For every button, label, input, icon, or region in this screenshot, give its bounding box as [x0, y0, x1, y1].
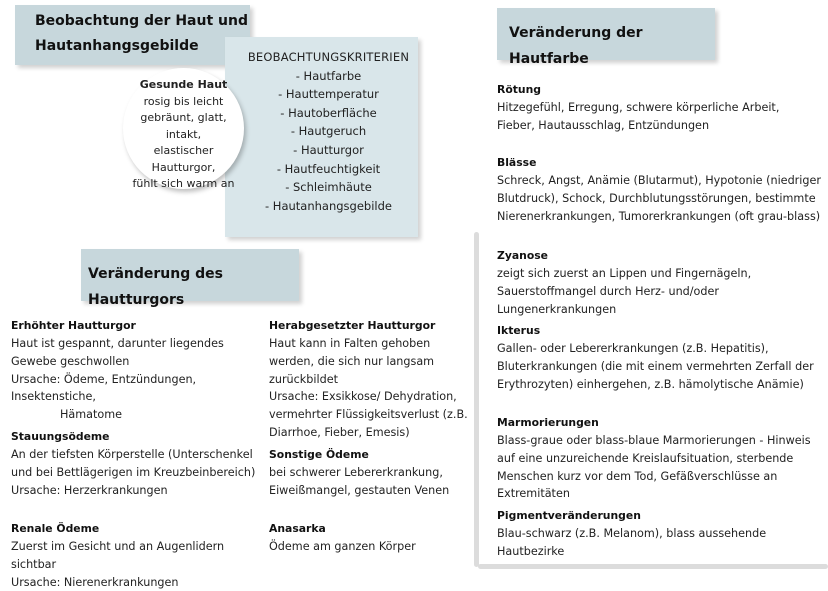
section-text: Ursache: Exsikkose/ Dehydration, vermehrter Flüssigkeitsverlust (z.B. Diarrhoe, Fieber, Emesis): [269, 390, 468, 439]
section-title: Sonstige Ödeme: [269, 448, 369, 461]
section-title: Stauungsödeme: [11, 430, 110, 443]
criteria-title: BEOBACHTUNGSKRITERIEN: [247, 50, 410, 64]
section-text: bei schwerer Lebererkrankung, Eiweißmangel, gestauten Venen: [269, 466, 450, 497]
section-title: Ikterus: [497, 324, 541, 337]
section-text: zeigt sich zuerst an Lippen und Fingernägeln, Sauerstoffmangel durch Herz- und/oder Lungenerkrankungen: [497, 267, 752, 316]
section-title: Rötung: [497, 83, 541, 96]
section-text: Ursache: Ödeme, Entzündungen, Insektenstiche,: [11, 372, 197, 404]
criteria-item: - Hautfeuchtigkeit: [276, 161, 381, 176]
section-pigment: [497, 507, 822, 561]
section-herabgesetzt: [269, 317, 474, 442]
section-title: Erhöhter Hautturgor: [11, 319, 136, 332]
section-sonstige: [269, 446, 474, 500]
section-text: Schreck, Angst, Anämie (Blutarmut), Hypotonie (niedriger Blutdruck), Schock, Durchblutungsstörungen, bestimmte Nierenerkrankungen, Tumorerkrankungen (oft grau-blass): [497, 174, 821, 223]
healthy-skin-line: rosig bis leicht: [143, 94, 224, 108]
criteria-item: - Hautturgor: [293, 142, 364, 157]
criteria-note: [225, 37, 418, 237]
section-text: Haut kann in Falten gehoben werden, die sich nur langsam zurückbildet: [269, 337, 435, 386]
section-erhoeht: [11, 317, 261, 424]
section-text: Hämatome: [60, 408, 123, 422]
criteria-item: - Hautgeruch: [290, 124, 367, 139]
section-title: Pigmentveränderungen: [497, 509, 641, 522]
healthy-skin-title: Gesunde Haut: [139, 78, 228, 91]
section-text: Gallen- oder Lebererkrankungen (z.B. Hepatitis), Bluterkrankungen (die mit einem vermehrten Zerfall der Erythrozyten) einhergehen, z.B. hämolytische Anämie): [497, 342, 814, 391]
section-title: Renale Ödeme: [11, 522, 100, 535]
horizontal-divider: [478, 564, 828, 569]
section-text: Ursache: Herzerkrankungen: [11, 483, 168, 497]
criteria-item: - Hautoberfläche: [280, 105, 377, 120]
criteria-item: - Hautanhangsgebilde: [265, 198, 392, 213]
section-title: Marmorierungen: [497, 416, 599, 429]
main-title-box: [15, 5, 250, 65]
section-title: Herabgesetzter Hautturgor: [269, 319, 436, 332]
criteria-item: - Hauttemperatur: [278, 87, 379, 102]
section-title: Blässe: [497, 156, 537, 169]
healthy-skin-circle: [123, 68, 244, 189]
section-text: Blau-schwarz (z.B. Melanom), blass aussehende Hautbezirke: [497, 527, 767, 558]
section-stauung: [11, 428, 261, 499]
criteria-list: [239, 67, 418, 216]
main-title-line1: Beobachtung der Haut und: [35, 13, 248, 29]
main-title-line2: Hautanhangsgebilde: [35, 38, 199, 54]
section-text: An der tiefsten Körperstelle (Unterschenkel und bei Bettlägerigen im Kreuzbeinbereich): [11, 448, 256, 479]
section-text: Hitzegefühl, Erregung, schwere körperliche Arbeit, Fieber, Hautausschlag, Entzündungen: [497, 101, 780, 132]
section-title: Zyanose: [497, 249, 549, 262]
section-text: Ursache: Nierenerkrankungen: [11, 575, 179, 589]
section-text: Ödeme am ganzen Körper: [269, 540, 416, 553]
skin-color-header: Veränderung der Hautfarbe: [497, 8, 715, 60]
section-blaesse: [497, 154, 822, 225]
section-ikterus: [497, 322, 817, 393]
section-marmorierungen: [497, 414, 822, 503]
section-title: Anasarka: [269, 522, 326, 535]
criteria-item: - Schleimhäute: [285, 180, 372, 195]
vertical-divider: [474, 232, 479, 567]
criteria-item: - Hautfarbe: [295, 68, 362, 83]
section-text: Blass-graue oder blass-blaue Marmorierungen - Hinweis auf eine unzureichende Kreislaufsituation, sterbende Menschen kurz vor dem Tod, Gefäßverschlüsse an Extremitäten: [497, 434, 811, 501]
healthy-skin-line: fühlt sich warm an: [132, 177, 235, 190]
healthy-skin-line: elastischer Hautturgor,: [151, 144, 216, 174]
section-text: Haut ist gespannt, darunter liegendes Gewebe geschwollen: [11, 337, 224, 368]
section-roetung: [497, 81, 817, 135]
section-text: Zuerst im Gesicht und an Augenlidern sichtbar: [11, 540, 225, 571]
healthy-skin-line: gebräunt, glatt, intakt,: [140, 111, 227, 141]
section-zyanose: [497, 247, 822, 318]
turgor-header: Veränderung des Hautturgors: [81, 249, 299, 301]
section-renal: [11, 520, 261, 591]
section-anasarka: [269, 520, 474, 556]
